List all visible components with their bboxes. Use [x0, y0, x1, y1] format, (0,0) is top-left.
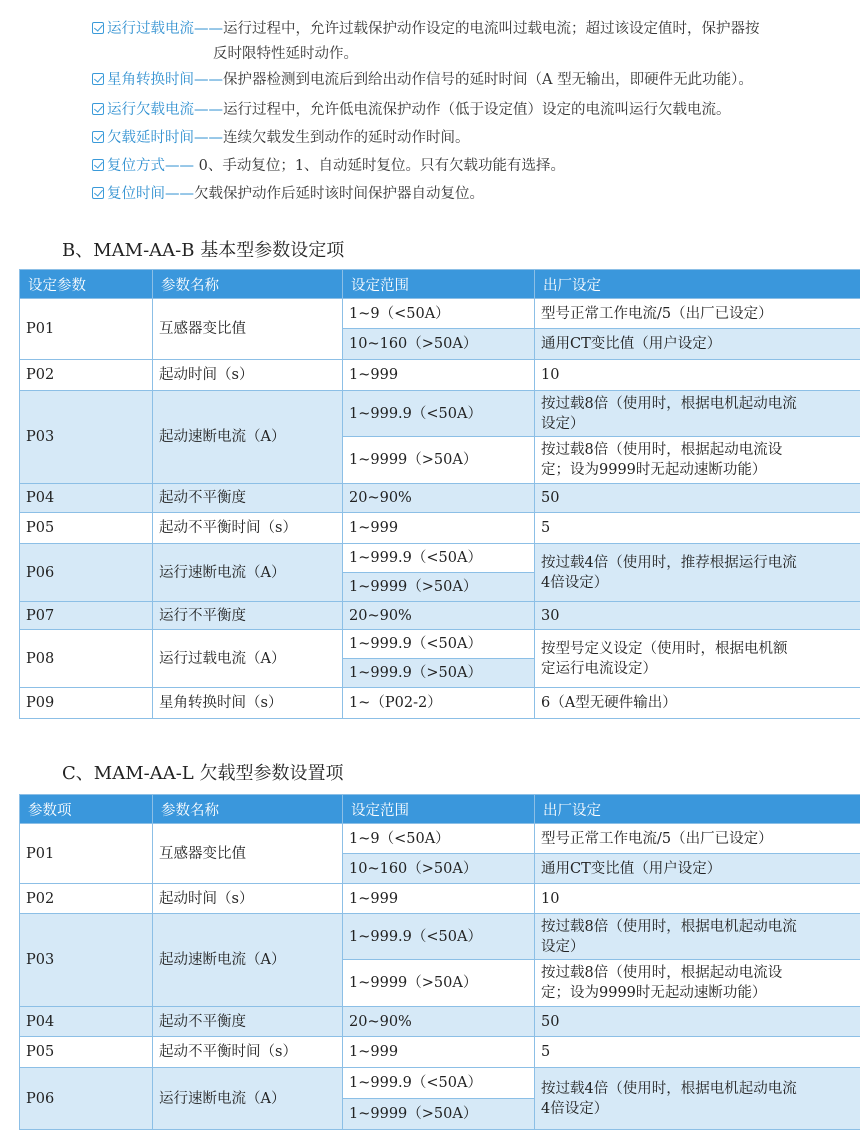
definition-term: 运行过载电流 [107, 21, 194, 37]
factory-line: 按过载8倍（使用时，根据起动电流设 [541, 442, 783, 458]
param-factory [535, 1068, 860, 1130]
param-range: 10~160（>50A） [343, 329, 535, 360]
table-row [20, 1068, 860, 1099]
header-name: 参数名称 [153, 270, 343, 299]
table-row [20, 884, 860, 914]
param-code: P01 [20, 299, 153, 360]
header-range: 设定范围 [343, 270, 535, 299]
param-range: 10~160（>50A） [343, 854, 535, 884]
definition-dash: —— [165, 186, 194, 202]
factory-line: 4倍设定） [541, 574, 609, 591]
param-code: P07 [20, 602, 153, 630]
factory-line: 4倍设定） [541, 1100, 609, 1117]
definition-item [92, 154, 565, 178]
header-range: 设定范围 [343, 795, 535, 824]
definition-item [92, 17, 760, 41]
param-range: 1~9（<50A） [343, 824, 535, 854]
param-code: P06 [20, 1068, 153, 1130]
definition-term: 星角转换时间 [107, 72, 194, 88]
table-row [20, 1037, 860, 1068]
param-range: 1~999 [343, 360, 535, 391]
definition-item [92, 182, 484, 206]
definition-term: 运行欠载电流 [107, 102, 194, 118]
param-factory: 6（A型无硬件输出） [535, 688, 860, 719]
factory-line: 按过载8倍（使用时，根据起动电流设 [541, 965, 783, 981]
table-row [20, 513, 860, 544]
factory-line: 设定） [541, 415, 585, 432]
param-name: 运行速断电流（A） [153, 1068, 343, 1130]
param-code: P09 [20, 688, 153, 719]
param-code: P02 [20, 884, 153, 914]
param-code: P02 [20, 360, 153, 391]
param-code: P03 [20, 914, 153, 1007]
param-factory: 50 [535, 484, 860, 513]
definition-item [92, 68, 753, 92]
param-range: 1~999.9（<50A） [343, 914, 535, 960]
param-factory: 30 [535, 602, 860, 630]
param-code: P08 [20, 630, 153, 688]
param-range: 1~999.9（<50A） [343, 1068, 535, 1099]
param-factory: 50 [535, 1007, 860, 1037]
definition-desc: 运行过程中，允许过载保护动作设定的电流叫过载电流；超过该设定值时，保护器按 [223, 21, 760, 37]
definition-dash: —— [194, 72, 223, 88]
param-name: 互感器变比值 [153, 824, 343, 884]
param-factory: 通用CT变比值（用户设定） [535, 854, 860, 884]
definition-desc: 连续欠载发生到动作的延时动作时间。 [223, 130, 470, 146]
param-code: P05 [20, 1037, 153, 1068]
definition-dash: —— [194, 102, 223, 118]
definition-desc: 保护器检测到电流后到给出动作信号的延时时间（A 型无输出，即硬件无此功能）。 [223, 72, 753, 88]
section-b-title: B、MAM-AA-B 基本型参数设定项 [62, 240, 345, 261]
table-header-row [20, 795, 860, 824]
param-name: 起动不平衡时间（s） [153, 513, 343, 544]
param-code: P04 [20, 484, 153, 513]
header-code: 设定参数 [20, 270, 153, 299]
param-factory: 5 [535, 1037, 860, 1068]
factory-line: 设定） [541, 938, 585, 955]
param-factory [535, 391, 860, 437]
table-row [20, 484, 860, 513]
param-factory [535, 914, 860, 960]
param-range: 1~999 [343, 513, 535, 544]
param-factory [535, 960, 860, 1007]
param-name: 起动时间（s） [153, 360, 343, 391]
param-code: P03 [20, 391, 153, 484]
param-factory: 10 [535, 884, 860, 914]
table-row [20, 602, 860, 630]
table-row [20, 544, 860, 573]
param-name: 起动速断电流（A） [153, 391, 343, 484]
param-factory: 通用CT变比值（用户设定） [535, 329, 860, 360]
param-range: 20~90% [343, 1007, 535, 1037]
param-factory [535, 544, 860, 602]
checkbox-icon [92, 131, 104, 143]
header-code: 参数项 [20, 795, 153, 824]
param-name: 起动时间（s） [153, 884, 343, 914]
table-row [20, 299, 860, 329]
param-name: 运行速断电流（A） [153, 544, 343, 602]
table-row [20, 824, 860, 854]
table-row [20, 688, 860, 719]
definition-dash: —— [165, 158, 199, 174]
section-b-table [19, 269, 860, 719]
header-factory: 出厂设定 [535, 795, 860, 824]
factory-line: 定；设为9999时无起动速断功能） [541, 462, 767, 478]
factory-line: 定运行电流设定） [541, 660, 657, 677]
param-name: 互感器变比值 [153, 299, 343, 360]
definition-desc: 欠载保护动作后延时该时间保护器自动复位。 [194, 186, 484, 202]
checkbox-icon [92, 22, 104, 34]
param-range: 20~90% [343, 602, 535, 630]
param-range: 1~999 [343, 1037, 535, 1068]
definition-item [92, 98, 731, 122]
table-row [20, 630, 860, 659]
param-name: 运行过载电流（A） [153, 630, 343, 688]
factory-line: 按型号定义设定（使用时，根据电机额 [541, 640, 788, 657]
param-name: 起动不平衡度 [153, 484, 343, 513]
section-c-table [19, 794, 860, 1130]
param-name: 起动速断电流（A） [153, 914, 343, 1007]
checkbox-icon [92, 103, 104, 115]
param-range: 1~9999（>50A） [343, 437, 535, 484]
param-factory [535, 437, 860, 484]
param-range: 1~9999（>50A） [343, 573, 535, 602]
param-factory [535, 630, 860, 688]
definition-dash: —— [194, 130, 223, 146]
factory-line: 定；设为9999时无起动速断功能） [541, 985, 767, 1001]
definition-dash: —— [194, 21, 223, 37]
checkbox-icon [92, 187, 104, 199]
definition-term: 复位方式 [107, 158, 165, 174]
param-factory: 10 [535, 360, 860, 391]
table-row [20, 1007, 860, 1037]
definition-term: 复位时间 [107, 186, 165, 202]
section-c-title: C、MAM-AA-L 欠载型参数设置项 [62, 763, 344, 784]
definition-continuation: 反时限特性延时动作。 [213, 46, 358, 62]
definition-term: 欠载延时时间 [107, 130, 194, 146]
param-range: 1~999.9（>50A） [343, 659, 535, 688]
param-range: 1~999.9（<50A） [343, 544, 535, 573]
param-name: 起动不平衡度 [153, 1007, 343, 1037]
table-row [20, 391, 860, 437]
definition-item [92, 126, 470, 150]
param-factory: 5 [535, 513, 860, 544]
param-name: 起动不平衡时间（s） [153, 1037, 343, 1068]
param-range: 1~999.9（<50A） [343, 391, 535, 437]
param-code: P01 [20, 824, 153, 884]
param-code: P05 [20, 513, 153, 544]
param-range: 1~999 [343, 884, 535, 914]
param-range: 20~90% [343, 484, 535, 513]
param-name: 星角转换时间（s） [153, 688, 343, 719]
table-header-row [20, 270, 860, 299]
param-range: 1~（P02-2） [343, 688, 535, 719]
table-row [20, 360, 860, 391]
header-factory: 出厂设定 [535, 270, 860, 299]
param-code: P04 [20, 1007, 153, 1037]
param-code: P06 [20, 544, 153, 602]
factory-line: 按过载8倍（使用时，根据电机起动电流 [541, 918, 797, 935]
param-range: 1~9999（>50A） [343, 960, 535, 1007]
param-range: 1~999.9（<50A） [343, 630, 535, 659]
param-factory: 型号正常工作电流/5（出厂已设定） [535, 824, 860, 854]
definition-desc: 0、手动复位；1、自动延时复位。只有欠载功能有选择。 [198, 158, 566, 174]
param-name: 运行不平衡度 [153, 602, 343, 630]
factory-line: 按过载8倍（使用时，根据电机起动电流 [541, 395, 797, 412]
factory-line: 按过载4倍（使用时，根据电机起动电流 [541, 1080, 797, 1097]
factory-line: 按过载4倍（使用时，推荐根据运行电流 [541, 554, 797, 571]
param-range: 1~9999（>50A） [343, 1099, 535, 1130]
param-range: 1~9（<50A） [343, 299, 535, 329]
table-row [20, 914, 860, 960]
definition-desc: 运行过程中，允许低电流保护动作（低于设定值）设定的电流叫运行欠载电流。 [223, 102, 731, 118]
checkbox-icon [92, 159, 104, 171]
param-factory: 型号正常工作电流/5（出厂已设定） [535, 299, 860, 329]
checkbox-icon [92, 73, 104, 85]
header-name: 参数名称 [153, 795, 343, 824]
